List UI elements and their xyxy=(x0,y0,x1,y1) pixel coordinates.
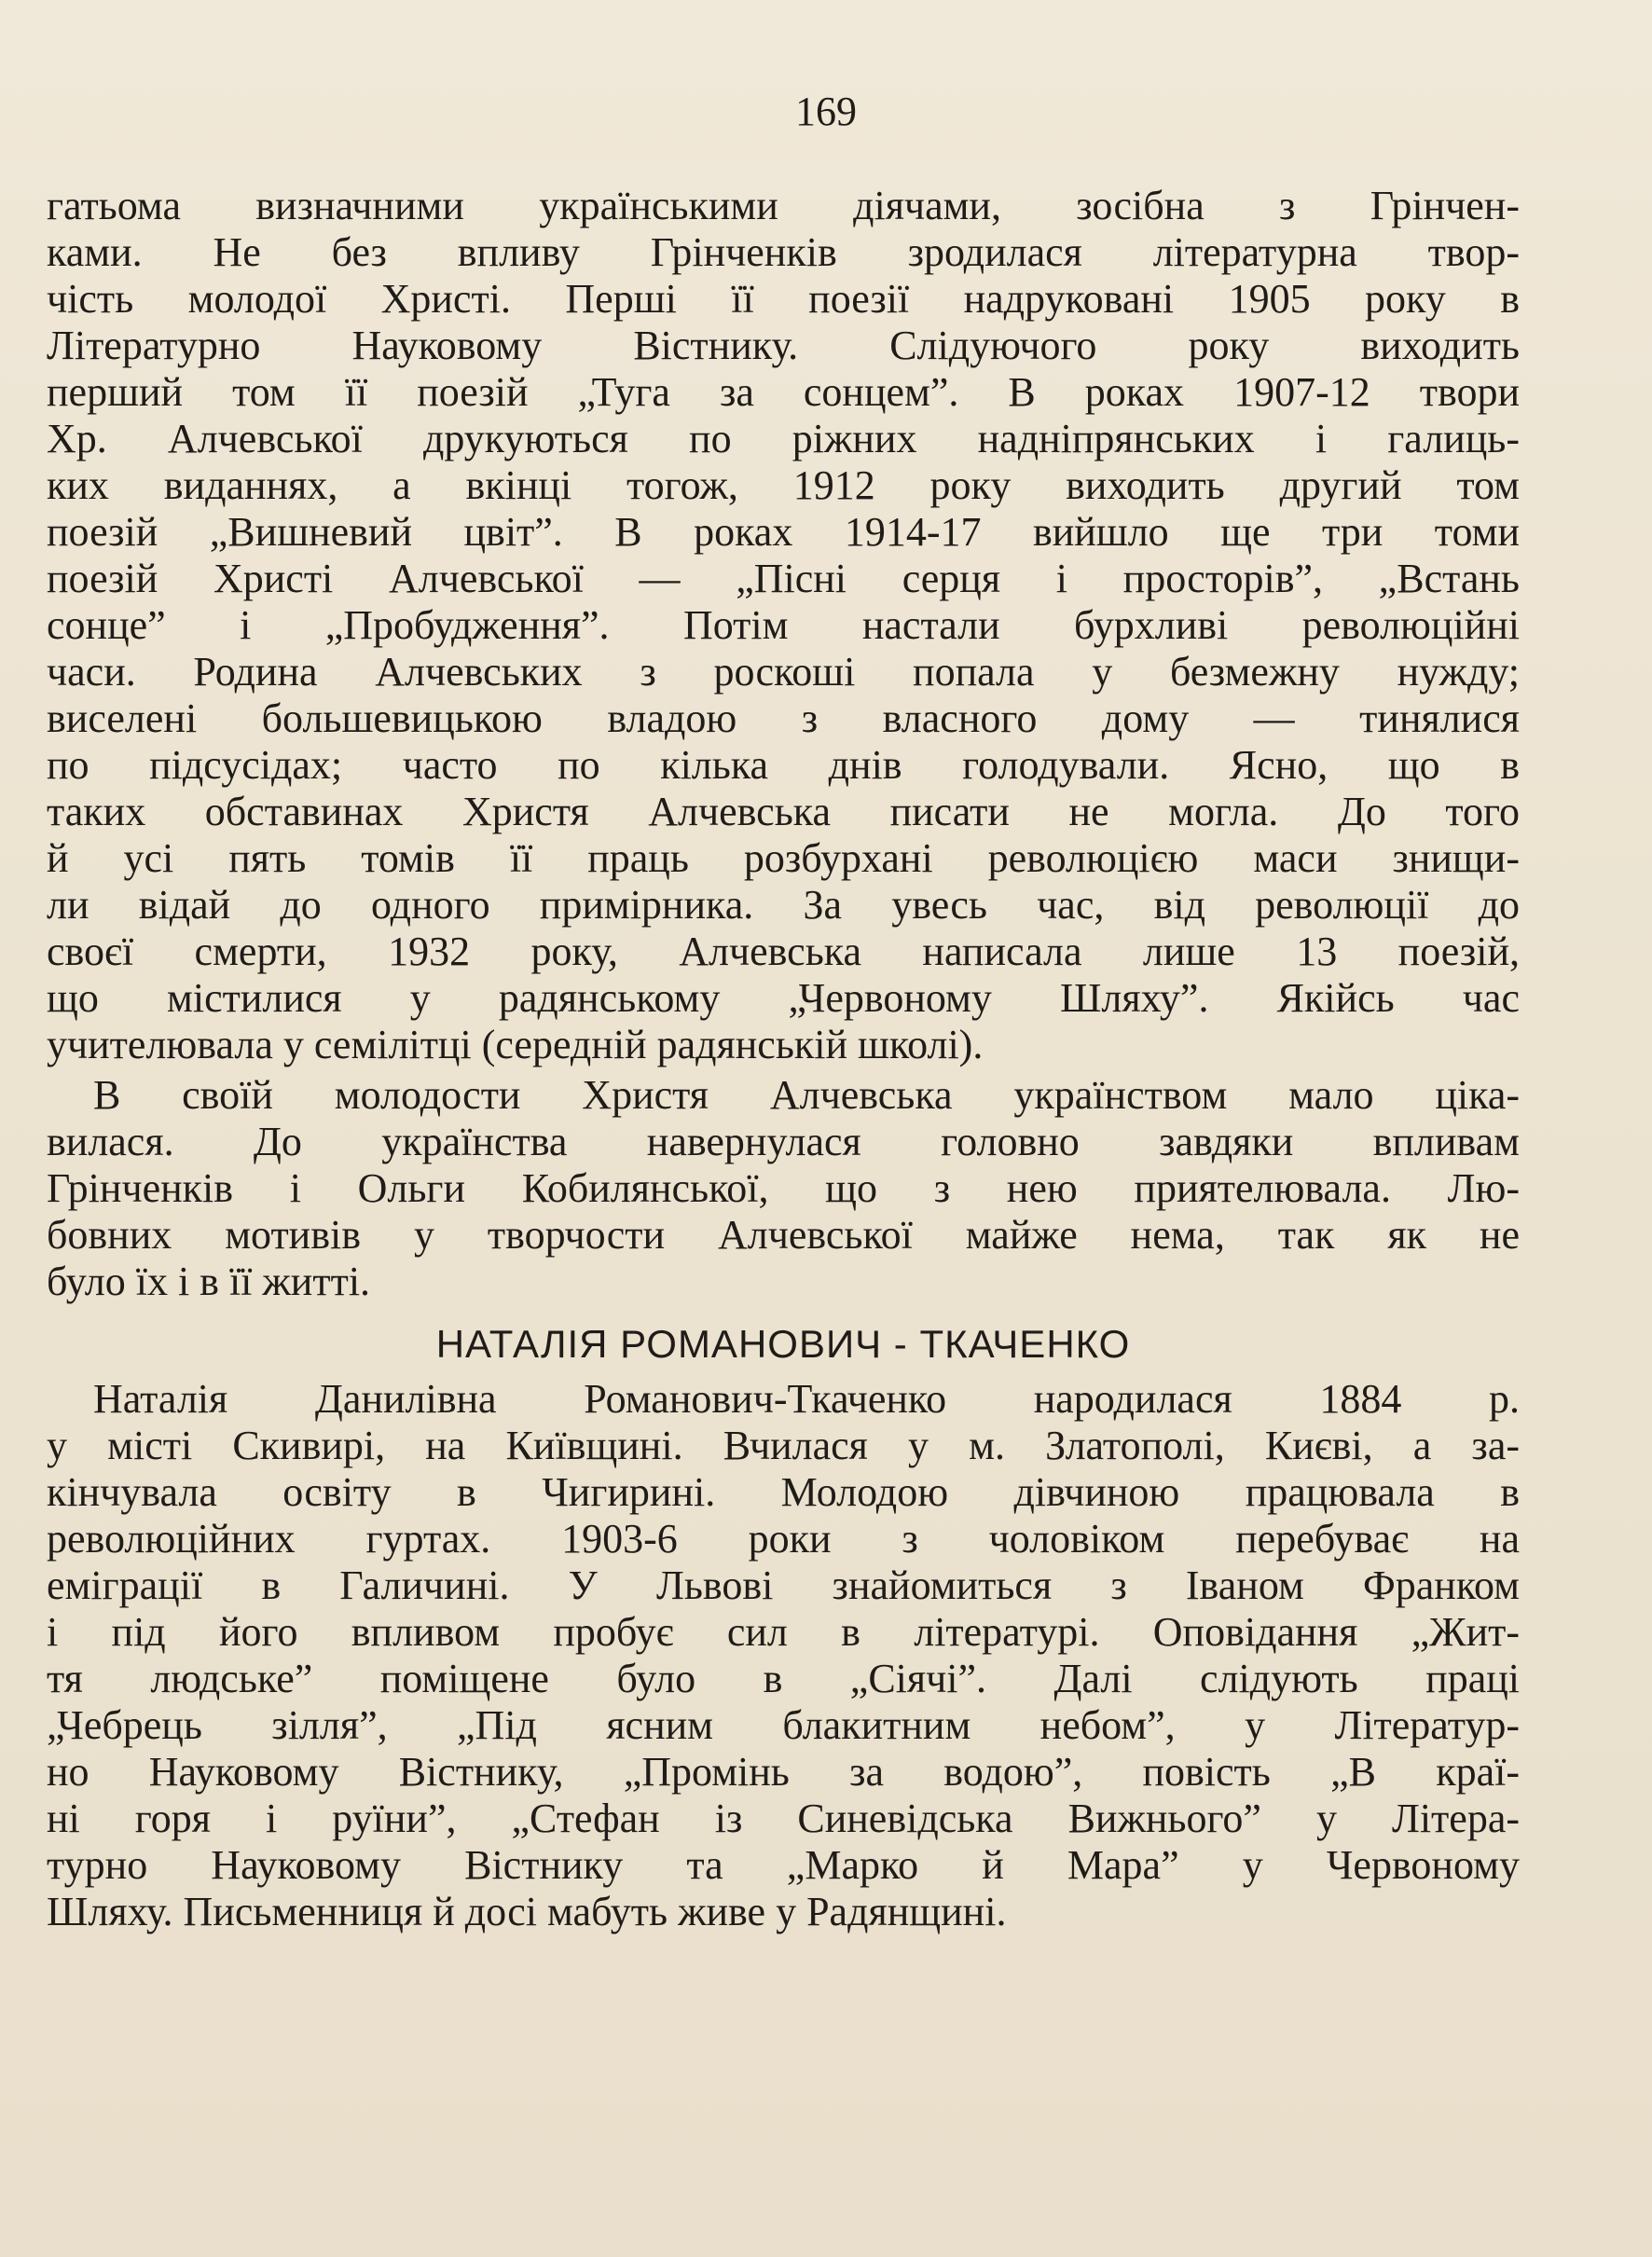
text-line: по підсусідах; часто по кілька днів голодували. Ясно, що в xyxy=(47,742,1520,788)
text-line: еміграції в Галичині. У Львові знайомиться з Іваном Франком xyxy=(47,1562,1520,1608)
text-line: турно Науковому Вістнику та „Марко й Мара” у Червоному xyxy=(47,1842,1520,1888)
text-line: Хр. Алчевської друкуються по ріжних надніпрянських і галиць- xyxy=(47,416,1520,461)
paragraph-romanovych-tkachenko xyxy=(47,1376,1520,1935)
paragraph-alchevska-ukrainian xyxy=(47,1072,1520,1305)
text-line: ні горя і руїни”, „Стефан із Синевідська Вижнього” у Літера- xyxy=(47,1796,1520,1841)
text-line: ками. Не без впливу Грінченків зродилася літературна твор- xyxy=(47,229,1520,275)
text-line: часи. Родина Алчевських з роскоші попала у безмежну нужду; xyxy=(47,649,1520,695)
text-line: Літературно Науковому Вістнику. Слідуючого року виходить xyxy=(47,323,1520,368)
text-line: чість молодої Христі. Перші її поезії надруковані 1905 року в xyxy=(47,276,1520,322)
text-line: поезій „Вишневий цвіт”. В роках 1914-17 вийшло ще три томи xyxy=(47,509,1520,555)
text-line: виселені большевицькою владою з власного дому — тинялися xyxy=(47,695,1520,741)
text-line: поезій Христі Алчевської — „Пісні серця і просторів”, „Встань xyxy=(47,556,1520,601)
page-number: 169 xyxy=(795,89,857,134)
text-line: гатьома визначними українськими діячами, зосібна з Грінчен- xyxy=(47,183,1520,228)
text-line: й усі пять томів її праць розбурхані революцією маси знищи- xyxy=(47,835,1520,881)
text-line: сонце” і „Пробудження”. Потім настали бурхливі революційні xyxy=(47,602,1520,648)
text-line: перший том її поезій „Туга за сонцем”. В роках 1907-12 твори xyxy=(47,369,1520,415)
text-line: Грінченків і Ольги Кобилянської, що з нею приятелювала. Лю- xyxy=(47,1165,1520,1211)
text-line: у місті Скивирі, на Київщині. Вчилася у м. Златополі, Києві, а за- xyxy=(47,1423,1520,1468)
text-line: но Науковому Вістнику, „Промінь за водою”, повість „В краї- xyxy=(47,1749,1520,1795)
text-line: кінчувала освіту в Чигирині. Молодою дівчиною працювала в xyxy=(47,1469,1520,1515)
paragraph-alchevska-biography xyxy=(47,183,1520,1068)
text-line: що містилися у радянському „Червоному Шляху”. Якійсь час xyxy=(47,975,1520,1021)
text-line: Шляху. Письменниця й досі мабуть живе у Радянщині. xyxy=(47,1889,1007,1934)
text-line: тя людське” поміщене було в „Сіячі”. Далі слідують праці xyxy=(47,1656,1520,1701)
text-line: таких обставинах Христя Алчевська писати не могла. До того xyxy=(47,789,1520,834)
text-line: бовних мотивів у творчости Алчевської майже нема, так як не xyxy=(47,1212,1520,1258)
text-line: ких виданнях, а вкінці тогож, 1912 року виходить другий том xyxy=(47,462,1520,508)
text-line: ли відай до одного примірника. За увесь час, від революції до xyxy=(47,882,1520,928)
text-line: Наталія Данилівна Романович-Ткаченко народилася 1884 р. xyxy=(93,1376,1520,1422)
section-heading: НАТАЛІЯ РОМАНОВИЧ - ТКАЧЕНКО xyxy=(435,1322,1131,1366)
text-line: і під його впливом пробує сил в літературі. Оповідання „Жит- xyxy=(47,1609,1520,1655)
text-line: було їх і в її житті. xyxy=(47,1259,371,1304)
text-line: революційних гуртах. 1903-6 роки з чоловіком перебуває на xyxy=(47,1516,1520,1562)
text-line: учителювала у семілітці (середній радянській школі). xyxy=(47,1022,984,1067)
text-line: В своїй молодости Христя Алчевська українством мало ціка- xyxy=(93,1072,1520,1118)
text-line: своєї смерти, 1932 року, Алчевська написала лише 13 поезій, xyxy=(47,929,1520,974)
text-line: вилася. До українства навернулася головно завдяки впливам xyxy=(47,1119,1520,1164)
text-line: „Чебрець зілля”, „Під ясним блакитним небом”, у Літератур- xyxy=(47,1702,1520,1748)
page-content xyxy=(47,183,1520,1935)
